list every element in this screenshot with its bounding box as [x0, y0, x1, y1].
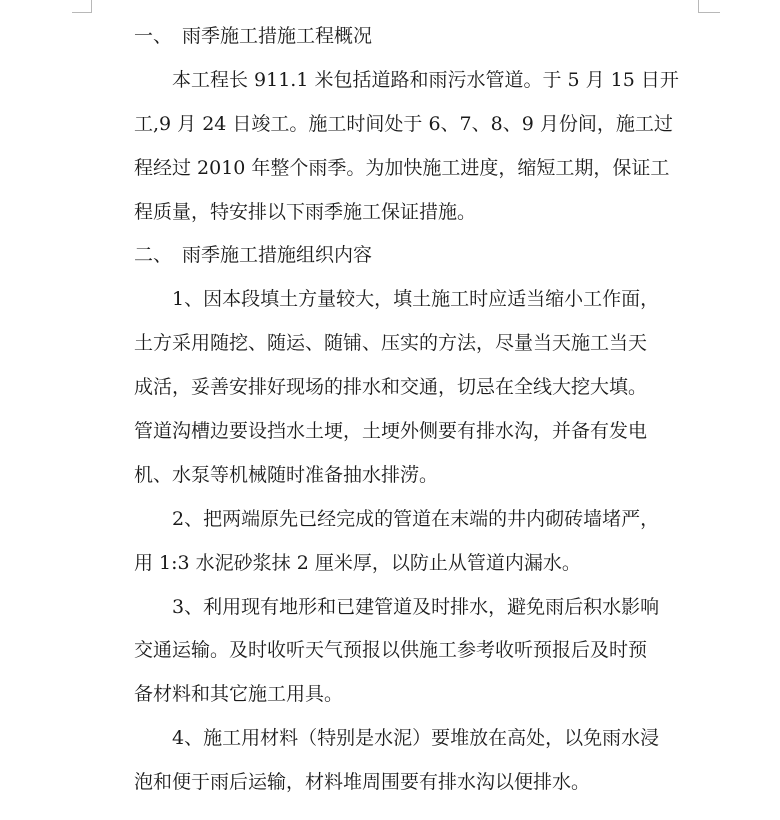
- paragraph-line: 交通运输。及时收听天气预报以供施工参考收听预报后及时预: [134, 639, 648, 662]
- crop-mark-top-right: [698, 12, 720, 13]
- paragraph-line: 本工程长 911.1 米包括道路和雨污水管道。于 5 月 15 日开: [172, 68, 679, 91]
- list-item: [134, 278, 689, 497]
- paragraph-line: 成活，妥善安排好现场的排水和交通，切忌在全线大挖大填。: [134, 376, 648, 399]
- crop-mark-top-left: [72, 12, 92, 13]
- paragraph-line: 4、施工用材料（特别是水泥）要堆放在高处，以免雨水浸: [172, 727, 660, 750]
- list-item: [134, 586, 689, 718]
- paragraph-line: 工,9 月 24 日竣工。施工时间处于 6、7、8、9 月份间，施工过: [134, 112, 673, 135]
- paragraph-line: 程经过 2010 年整个雨季。为加快施工进度，缩短工期，保证工: [134, 156, 670, 179]
- paragraph-line: 管道沟槽边要设挡水土埂，土埂外侧要有排水沟，并备有发电: [134, 420, 648, 443]
- list-item: [134, 717, 689, 805]
- paragraph-line: 2、把两端原先已经完成的管道在末端的井内砌砖墙堵严，: [172, 507, 660, 530]
- list-item: [134, 498, 689, 586]
- paragraph-line: 备材料和其它施工用具。: [134, 683, 344, 706]
- section-number: 二、: [134, 244, 173, 267]
- paragraph-line: 机、水泵等机械随时准备抽水排涝。: [134, 463, 439, 486]
- paragraph-line: 程质量，特安排以下雨季施工保证措施。: [134, 200, 477, 223]
- section-number: 一、: [134, 25, 173, 47]
- crop-mark-top-left: [91, 0, 92, 12]
- paragraph-line: 用 1:3 水泥砂浆抹 2 厘米厚，以防止从管道内漏水。: [134, 551, 581, 574]
- paragraph-line: 3、利用现有地形和已建管道及时排水，避免雨后积水影响: [172, 595, 660, 618]
- document-body: [134, 15, 689, 805]
- section-heading-2: [134, 234, 689, 278]
- paragraph-line: 泡和便于雨后运输，材料堆周围要有排水沟以便排水。: [134, 771, 591, 794]
- crop-mark-top-right: [698, 0, 699, 12]
- paragraph-line: 土方采用随挖、随运、随铺、压实的方法，尽量当天施工当天: [134, 332, 648, 355]
- section-title: 雨季施工措施组织内容: [182, 244, 373, 267]
- section-title: 雨季施工措施工程概况: [182, 25, 373, 47]
- section-heading-1: [134, 15, 689, 59]
- paragraph-line: 1、因本段填土方量较大，填土施工时应适当缩小工作面，: [172, 288, 660, 311]
